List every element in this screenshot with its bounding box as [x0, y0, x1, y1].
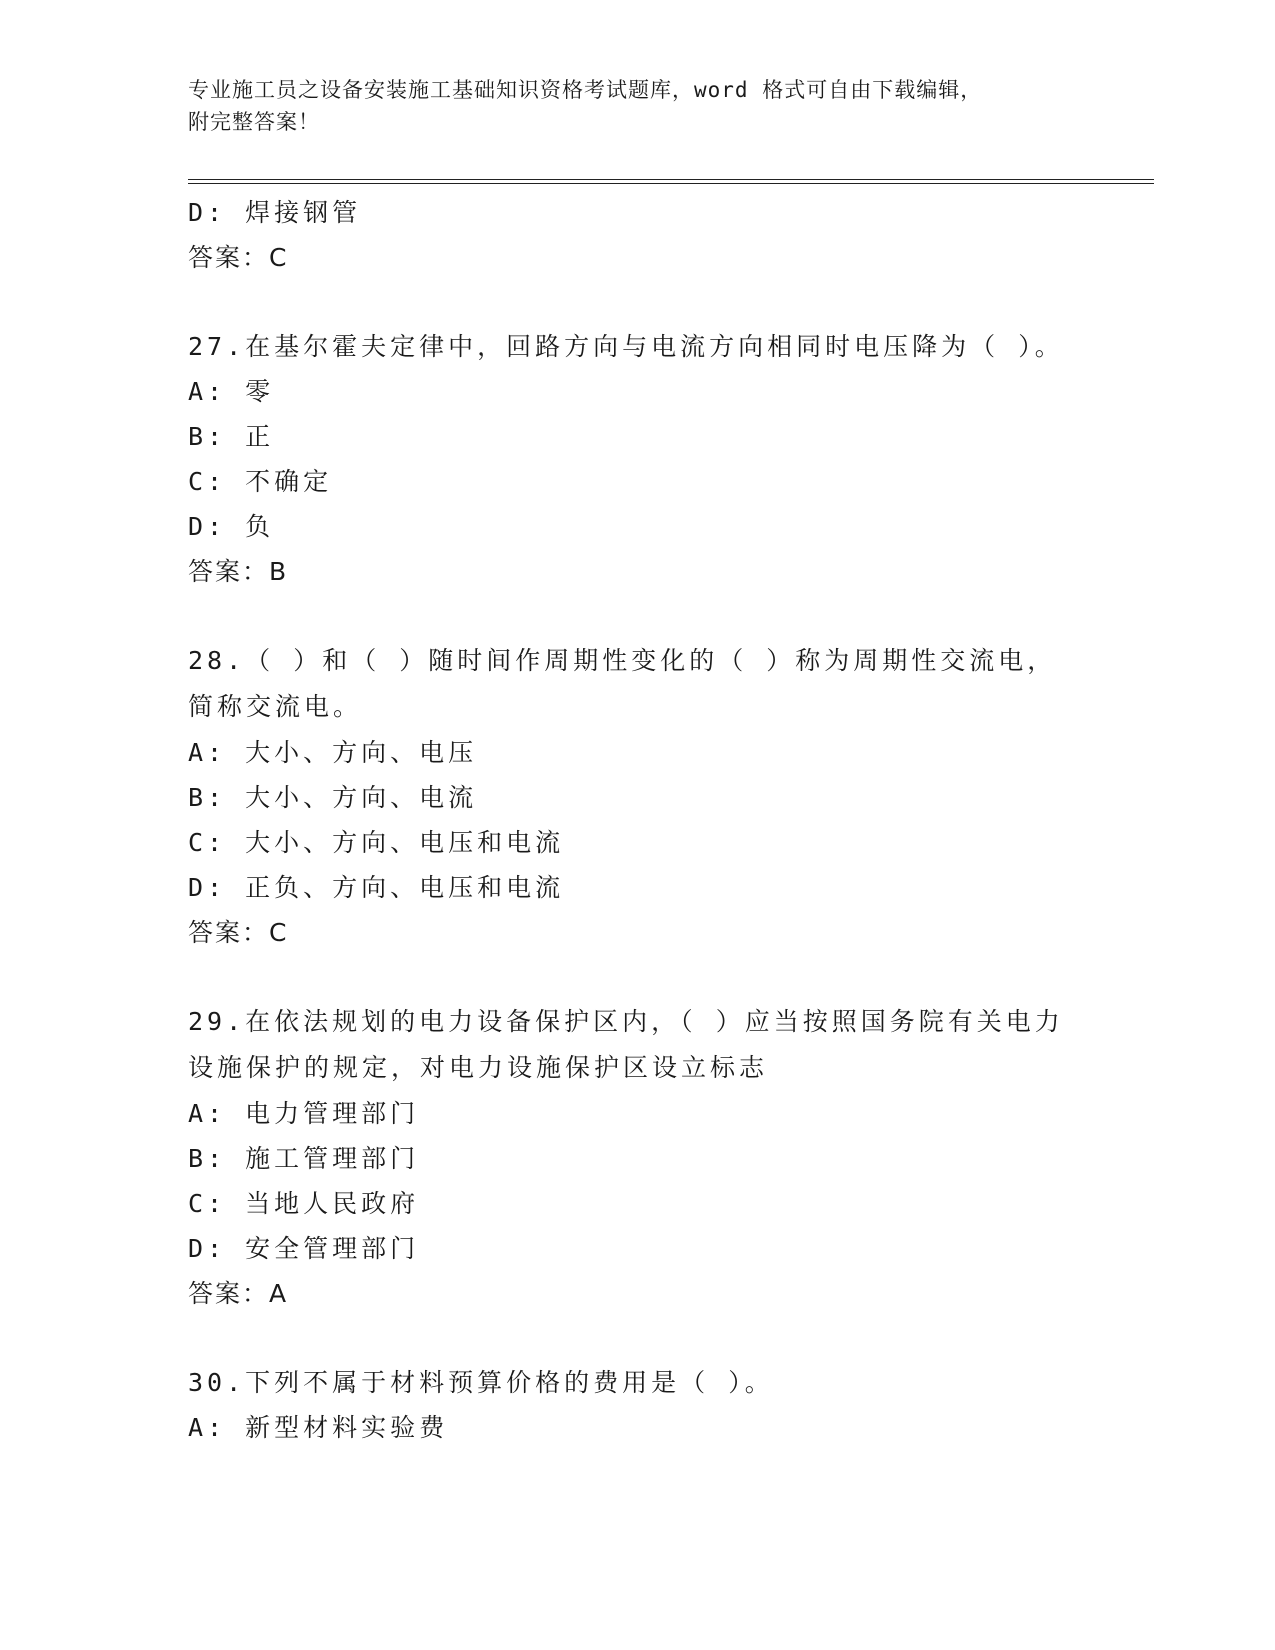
answer: 答案：A — [188, 1279, 289, 1308]
option-a: A: 电力管理部门 — [188, 1099, 420, 1128]
header-rule-bottom — [188, 183, 1154, 184]
option-c: C: 当地人民政府 — [188, 1189, 420, 1218]
option-b: B: 大小、方向、电流 — [188, 783, 478, 812]
option-a: A: 零 — [188, 377, 275, 406]
option-a: A: 新型材料实验费 — [188, 1413, 449, 1442]
option-d: D: 安全管理部门 — [188, 1234, 420, 1263]
header-line-1: 专业施工员之设备安装施工基础知识资格考试题库，word 格式可自由下载编辑， — [188, 78, 983, 102]
option-b: B: 正 — [188, 422, 275, 451]
header-line-2: 附完整答案！ — [188, 110, 320, 134]
header-rule-top — [188, 179, 1154, 180]
answer: 答案：C — [188, 243, 289, 272]
question-text: 27.在基尔霍夫定律中，回路方向与电流方向相同时电压降为（ ）。 — [188, 332, 1064, 361]
option-a: A: 大小、方向、电压 — [188, 738, 478, 767]
option-d: D: 正负、方向、电压和电流 — [188, 873, 565, 902]
spacer — [188, 955, 1068, 999]
question-text: 28.（ ）和（ ）随时间作周期性变化的（ ）称为周期性交流电，简称交流电。 — [188, 646, 1057, 721]
answer: 答案：B — [188, 557, 289, 586]
spacer — [188, 594, 1068, 638]
option-d: D: 负 — [188, 512, 275, 541]
page-header — [188, 74, 1068, 138]
option-c: C: 不确定 — [188, 467, 333, 496]
option-c: C: 大小、方向、电压和电流 — [188, 828, 565, 857]
spacer — [188, 280, 1068, 324]
option-b: B: 施工管理部门 — [188, 1144, 420, 1173]
answer: 答案：C — [188, 918, 289, 947]
option-d: D: 焊接钢管 — [188, 198, 362, 227]
question-content — [188, 190, 1068, 1450]
question-text: 29.在依法规划的电力设备保护区内，（ ）应当按照国务院有关电力设施保护的规定，对电力设施保护区设立标志 — [188, 1007, 1064, 1082]
spacer — [188, 1316, 1068, 1360]
question-text: 30.下列不属于材料预算价格的费用是（ ）。 — [188, 1368, 774, 1397]
